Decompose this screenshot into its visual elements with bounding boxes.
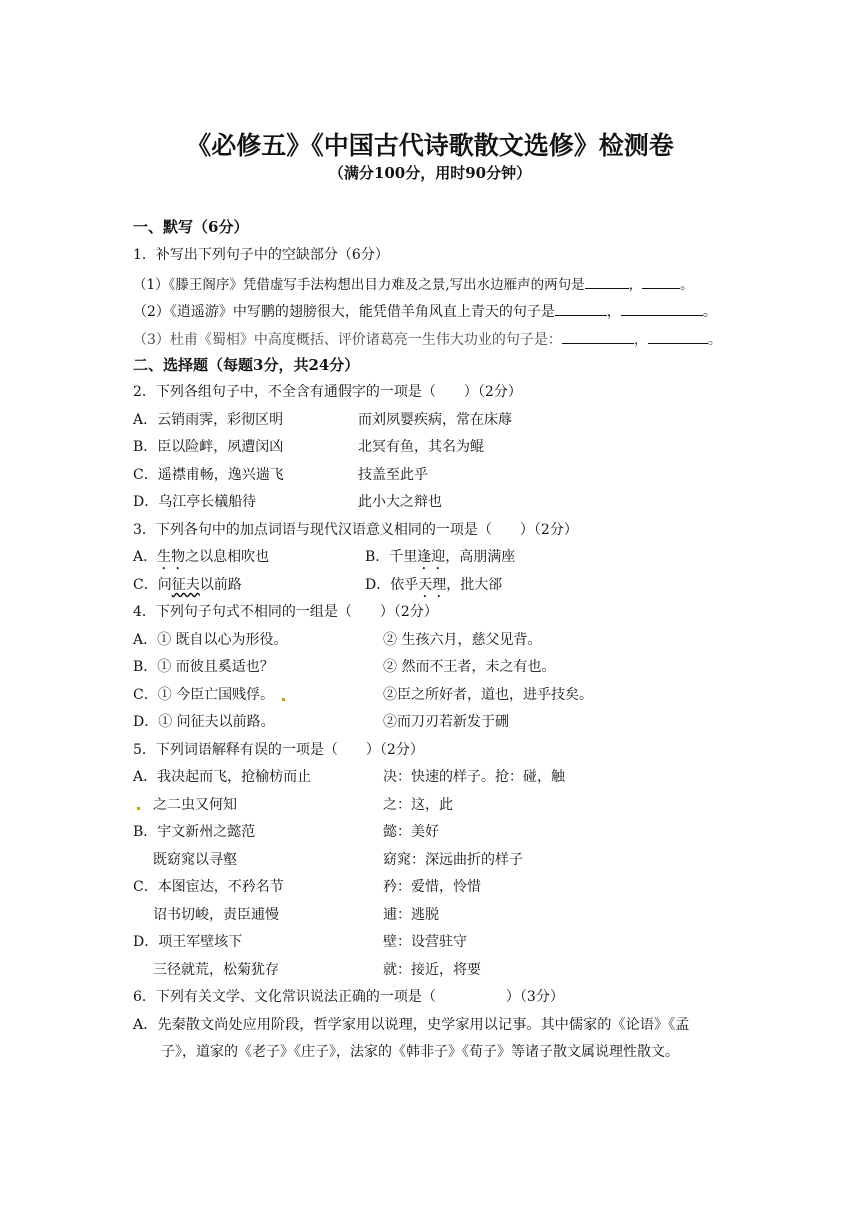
q4-option-d-left: D．① 问征夫以前路。 [133, 714, 275, 730]
question-1: 1．补写出下列句子中的空缺部分（6分） [133, 247, 389, 263]
q1-line-3-text: （3）杜甫《蜀相》中高度概括、评价诸葛亮一生伟大功业的句子是： [133, 332, 562, 348]
option-text: ，高朋满座 [445, 549, 516, 565]
question-3: 3．下列各句中的加点词语与现代汉语意义相同的一项是（ ）（2分） [133, 522, 578, 538]
answer-blank[interactable] [621, 301, 703, 316]
comma: ， [628, 277, 643, 293]
q4-option-a-right: ② 生孩六月，慈父见背。 [383, 632, 542, 648]
q6-option-a-line-2: 子》，道家的《老子》《庄子》，法家的《韩非子》《荀子》等诸子散文属说理性散文。 [161, 1044, 679, 1060]
q5-c2-left: 诏书切峻，责臣逋慢 [153, 907, 279, 923]
q5-d2-left: 三径就荒，松菊犹存 [153, 962, 279, 978]
option-label: D．依乎 [365, 577, 419, 593]
q5-d1-left: D．项王军壁垓下 [133, 934, 243, 950]
q5-b2-right: 窈窕：深远曲折的样子 [383, 852, 523, 868]
q2-option-c-right: 技盖至此乎 [358, 467, 428, 483]
q5-b2-left: 既窈窕以寻壑 [153, 852, 237, 868]
answer-blank[interactable] [562, 329, 634, 344]
period: 。 [680, 277, 694, 293]
question-5: 5．下列词语解释有误的一项是（ ）（2分） [133, 742, 424, 758]
q3-option-c [133, 576, 242, 594]
question-6: 6．下列有关文学、文化常识说法正确的一项是（ ）（3分） [133, 989, 564, 1005]
q4-option-d-right: ②而刀刃若新发于硎 [383, 714, 509, 730]
option-label: A． [133, 549, 158, 565]
dotted-word: 征夫 [171, 577, 200, 593]
question-4: 4．下列句子句式不相同的一组是（ ）（2分） [133, 604, 438, 620]
q1-line-2-text: （2）《逍遥游》中写鹏的翅膀很大，能凭借羊角风直上青天的句子是 [133, 304, 555, 320]
answer-blank[interactable] [648, 329, 708, 344]
q2-option-c-left: C．遥襟甫畅，逸兴遄飞 [133, 467, 284, 483]
q2-option-a-right: 而刘夙婴疾病，常在床蓐 [358, 412, 512, 428]
dotted-word: 逢迎 [417, 549, 446, 565]
q5-c2-right: 逋：逃脱 [383, 907, 439, 923]
q4-option-c-left: C．① 今臣亡国贱俘。 [133, 687, 275, 703]
question-2: 2．下列各组句子中，不全含有通假字的一项是（ ）（2分） [133, 384, 522, 400]
q3-option-a [133, 548, 269, 573]
dotted-word: 生物 [157, 549, 186, 565]
exam-title: 《必修五》《中国古代诗歌散文选修》检测卷 [186, 131, 674, 160]
q1-line-2 [133, 301, 717, 321]
comma: ， [633, 332, 648, 348]
q5-c1-right: 矜：爱惜，怜惜 [383, 879, 481, 895]
answer-blank[interactable] [642, 274, 680, 289]
q4-option-b-right: ② 然而不王者，未之有也。 [383, 659, 556, 675]
q1-line-3 [133, 329, 722, 349]
answer-blank[interactable] [555, 301, 607, 316]
q2-option-b-left: B．臣以险衅，夙遭闵凶 [133, 439, 284, 455]
q5-a1-left: A．我决起而飞，抢榆枋而止 [133, 769, 312, 785]
q1-line-1-text: （1）《滕王阁序》凭借虚写手法构想出目力难及之景,写出水边雁声的两句是 [133, 277, 585, 293]
q4-option-a-left: A．① 既自以心为形役。 [133, 632, 288, 648]
q5-b1-left: B．宇文新州之懿范 [133, 824, 256, 840]
option-label: C．问 [133, 577, 172, 593]
option-label: B．千里 [365, 549, 418, 565]
answer-blank[interactable] [585, 274, 629, 289]
q5-d2-right: 就：接近，将要 [383, 962, 481, 978]
section-1-heading: 一、默写（6分） [133, 218, 249, 236]
option-text: 以前路 [199, 577, 242, 593]
option-text: ，批大郤 [446, 577, 503, 593]
q2-option-d-right: 此小大之辩也 [358, 494, 442, 510]
q3-option-d [365, 576, 502, 601]
q1-line-1 [133, 274, 694, 294]
q3-option-b [365, 548, 515, 573]
q4-option-c-right: ②臣之所好者，道也，进乎技矣。 [383, 687, 593, 703]
section-2-heading: 二、选择题（每题3分，共24分） [133, 356, 360, 374]
comma: ， [606, 304, 621, 320]
exam-subtitle: （满分100分，用时90分钟） [328, 164, 532, 182]
q5-d1-right: 壁：设营驻守 [383, 934, 467, 950]
q6-option-a-line-1: A．先秦散文尚处应用阶段，哲学家用以说理，史学家用以记事。其中儒家的《论语》《孟 [133, 1017, 690, 1033]
q2-option-d-left: D．乌江亭长檥船待 [133, 494, 257, 510]
q2-option-a-left: A．云销雨霁，彩彻区明 [133, 412, 284, 428]
q5-b1-right: 懿：美好 [383, 824, 439, 840]
q4-option-b-left: B．① 而彼且奚适也？ [133, 659, 274, 675]
q5-a2-right: 之：这，此 [383, 797, 453, 813]
option-text: 之以息相吹也 [185, 549, 270, 565]
q5-a1-right: 决：快速的样子。抢：碰，触 [383, 769, 565, 785]
dotted-word: 天理 [418, 577, 447, 593]
q5-c1-left: C．本图宦达，不矜名节 [133, 879, 284, 895]
q5-a2-left: 之二虫又何知 [153, 797, 237, 813]
q2-option-b-right: 北冥有鱼，其名为鲲 [358, 439, 484, 455]
period: 。 [702, 304, 717, 320]
period: 。 [707, 332, 722, 348]
yellow-mark [137, 807, 140, 810]
yellow-mark [282, 698, 285, 701]
